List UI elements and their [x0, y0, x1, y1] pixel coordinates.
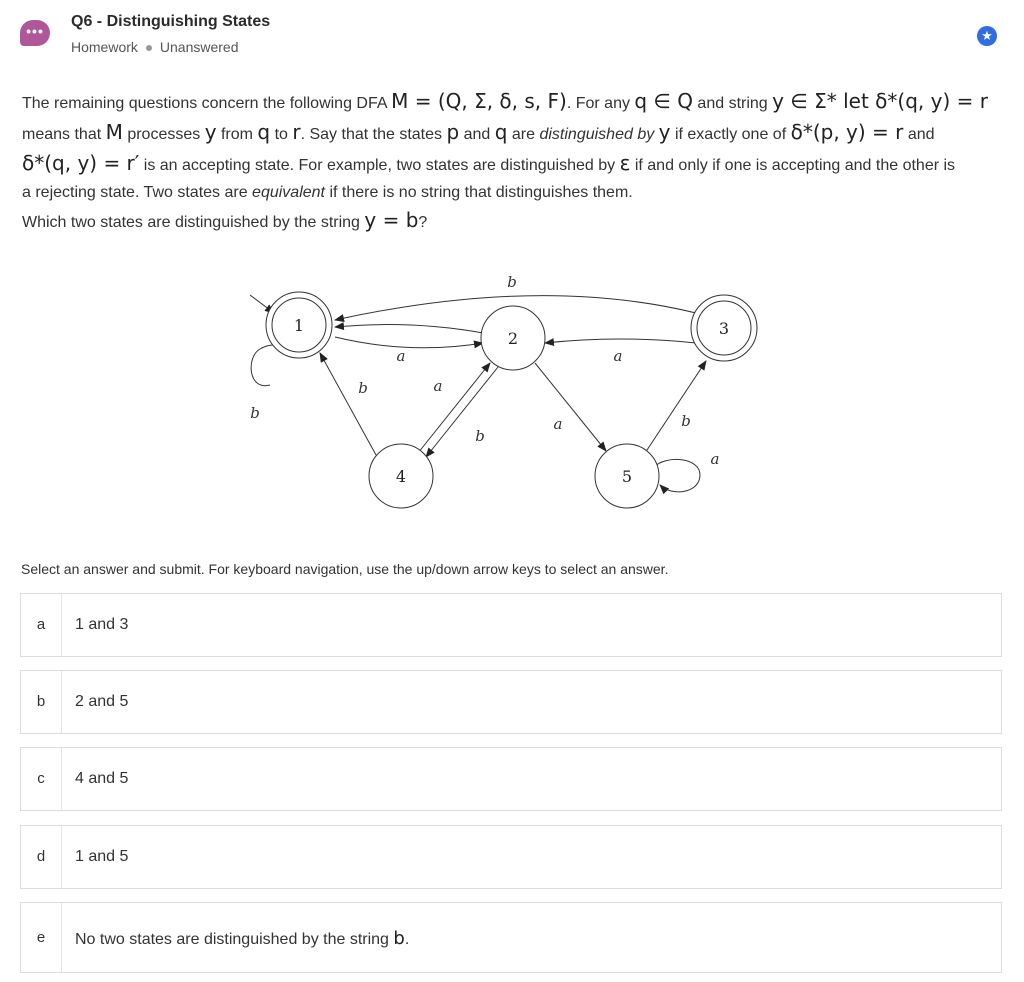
question-line-3: δ*(q, y) = r′ is an accepting state. For example, two states are distinguished by ε if and only if one is accepting and the other is [22, 151, 956, 175]
edge-2-4-label: b [475, 427, 485, 445]
edge-3-1-label: b [507, 273, 517, 291]
option-letter: d [21, 826, 62, 888]
option-text: 1 and 5 [75, 848, 129, 865]
answer-instructions: Select an answer and submit. For keyboard navigation, use the up/down arrow keys to select an answer. [21, 561, 669, 577]
edge-5-3-label: b [681, 412, 691, 430]
edge-4-1-label: b [358, 379, 368, 397]
question-status: Unanswered [159, 39, 239, 55]
edge-3-2 [545, 339, 696, 343]
option-text: 4 and 5 [75, 770, 129, 787]
option-letter: c [21, 748, 62, 810]
question-line-4: a rejecting state. Two states are equivalent if there is no string that distinguishes them. [22, 184, 633, 201]
question-type: Homework [71, 39, 138, 55]
state-4-label: 4 [395, 467, 407, 486]
state-2-label: 2 [507, 329, 519, 348]
edge-4-2-label: a [433, 377, 443, 395]
question-title: Q6 - Distinguishing States [71, 13, 271, 30]
state-5-label: 5 [621, 467, 633, 486]
answer-option-a[interactable] [20, 593, 1002, 657]
answer-option-d[interactable] [20, 825, 1002, 889]
state-1-label: 1 [293, 316, 305, 335]
edge-1-1-label: b [250, 404, 260, 422]
edge-5-3 [645, 361, 706, 453]
edge-1-2-label: a [396, 347, 406, 365]
option-letter: a [21, 594, 62, 656]
question-meta [71, 39, 239, 55]
edge-3-2-label: a [613, 347, 623, 365]
option-letter: e [21, 903, 62, 972]
edge-2-5-label: a [553, 415, 563, 433]
separator-dot [146, 45, 152, 51]
question-line-2: means that M processes y from q to r. Say that the states p and q are distinguished by y if exactly one of δ*(p, y) = r and [22, 120, 935, 144]
edge-1-2 [335, 337, 483, 348]
answer-option-e[interactable] [20, 902, 1002, 973]
answer-option-b[interactable] [20, 670, 1002, 734]
state-3-label: 3 [718, 319, 730, 338]
question-text [22, 87, 1002, 237]
edge-5-5-label: a [710, 450, 720, 468]
edge-4-1 [320, 353, 376, 455]
option-letter: b [21, 671, 62, 733]
question-line-5: Which two states are distinguished by the string y = b? [22, 208, 428, 232]
option-text: No two states are distinguished by the string b. [75, 928, 410, 949]
star-icon[interactable]: ★ [977, 26, 997, 46]
edge-2-5 [535, 363, 606, 451]
option-text: 2 and 5 [75, 693, 129, 710]
option-text: 1 and 3 [75, 616, 129, 633]
edge-1-1 [251, 345, 280, 386]
answer-option-c[interactable] [20, 747, 1002, 811]
dfa-diagram [240, 265, 780, 515]
edge-2-1 [335, 325, 483, 333]
question-line-1: The remaining questions concern the following DFA M = (Q, Σ, δ, s, F). For any q ∈ Q and string y ∈ Σ* let δ*(q, y) = r [22, 89, 988, 113]
edge-5-5 [654, 459, 700, 491]
question-type-icon: ••• [20, 20, 50, 46]
